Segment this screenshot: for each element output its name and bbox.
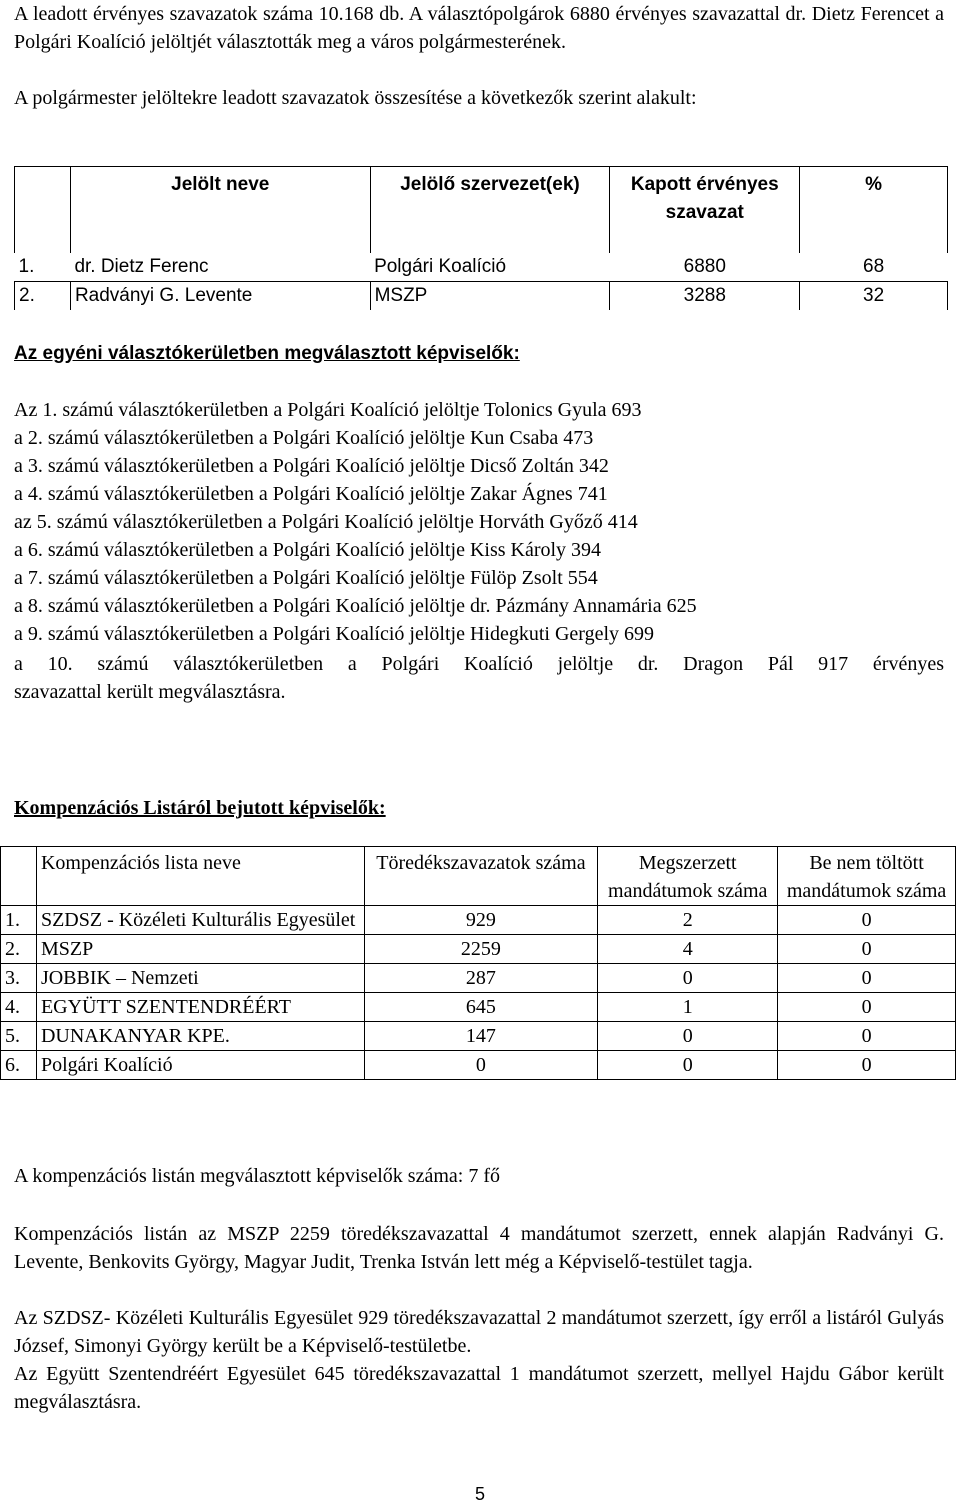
compensation-count: A kompenzációs listán megválasztott képviselők száma: 7 fő — [14, 1165, 500, 1187]
row-number: 2. — [1, 935, 37, 964]
intro-paragraph: A leadott érvényes szavazatok száma 10.168 db. A választópolgárok 6880 érvényes szavazattal dr. Dietz Ferencet a Polgári Koalíció jelöltjét választották meg a város polgármesterének. — [14, 3, 944, 53]
table-row — [15, 281, 948, 310]
header-unfilled-mandates: Be nem töltött mandátumok száma — [778, 847, 956, 906]
candidate-percent: 68 — [863, 255, 885, 277]
row-number: 6. — [1, 1051, 37, 1080]
list-item: az 5. számú választókerületben a Polgári Koalíció jelöltje Horváth Győző 414 — [14, 511, 638, 533]
list-item: a 10. számú választókerületben a Polgári Koalíció jelöltje dr. Dragon Pál 917 érvényes — [14, 653, 944, 675]
row-number: 2. — [15, 281, 71, 310]
table-row — [1, 964, 956, 993]
candidate-percent: 32 — [800, 281, 948, 310]
mandates-won: 4 — [598, 935, 778, 964]
list-name: Polgári Koalíció — [36, 1051, 364, 1080]
unfilled-mandates: 0 — [778, 993, 956, 1022]
unfilled-mandates: 0 — [778, 935, 956, 964]
fragment-votes: 0 — [364, 1051, 598, 1080]
unfilled-mandates: 0 — [778, 1051, 956, 1080]
list-name: DUNAKANYAR KPE. — [36, 1022, 364, 1051]
list-name: EGYÜTT SZENTENDRÉÉRT — [36, 993, 364, 1022]
list-item: a 2. számú választókerületben a Polgári Koalíció jelöltje Kun Csaba 473 — [14, 427, 594, 449]
list-item: a 9. számú választókerületben a Polgári Koalíció jelöltje Hidegkuti Gergely 699 — [14, 623, 654, 645]
row-number: 5. — [1, 1022, 37, 1051]
list-item: a 4. számú választókerületben a Polgári Koalíció jelöltje Zakar Ágnes 741 — [14, 483, 608, 505]
list-item: a 8. számú választókerületben a Polgári Koalíció jelöltje dr. Pázmány Annamária 625 — [14, 595, 697, 617]
table-row — [1, 1022, 956, 1051]
header-fragment-votes: Töredékszavazatok száma — [364, 847, 598, 906]
list-name: MSZP — [36, 935, 364, 964]
mandates-won: 1 — [598, 993, 778, 1022]
candidate-org: MSZP — [370, 281, 610, 310]
candidate-name: dr. Dietz Ferenc — [74, 255, 209, 277]
fragment-votes: 929 — [364, 906, 598, 935]
header-valid-votes: Kapott érvényes szavazat — [610, 167, 800, 253]
fragment-votes: 287 — [364, 964, 598, 993]
mandates-won: 0 — [598, 1051, 778, 1080]
candidate-votes: 6880 — [683, 255, 726, 277]
list-item: a 3. számú választókerületben a Polgári Koalíció jelöltje Dicső Zoltán 342 — [14, 455, 609, 477]
list-item-continuation: szavazattal került megválasztásra. — [14, 681, 286, 703]
mandates-won: 0 — [598, 964, 778, 993]
candidate-org: Polgári Koalíció — [374, 255, 507, 277]
candidate-votes: 3288 — [610, 281, 800, 310]
fragment-votes: 147 — [364, 1022, 598, 1051]
table-row — [1, 935, 956, 964]
table-row — [1, 993, 956, 1022]
summary-paragraph-szdsz: Az SZDSZ- Közéleti Kulturális Egyesület 929 töredékszavazattal 2 mandátumot szerzett, így erről a listáról Gulyás József, Simonyi György került be a Képviselő-testületbe. — [14, 1307, 944, 1357]
district-heading: Az egyéni választókerületben megválasztott képviselők: — [14, 343, 520, 364]
row-number: 4. — [1, 993, 37, 1022]
mandates-won: 0 — [598, 1022, 778, 1051]
mandates-won: 2 — [598, 906, 778, 935]
header-blank — [1, 847, 37, 906]
unfilled-mandates: 0 — [778, 1022, 956, 1051]
list-item: a 6. számú választókerületben a Polgári Koalíció jelöltje Kiss Károly 394 — [14, 539, 602, 561]
table-row — [1, 1051, 956, 1080]
row-number: 1. — [18, 255, 35, 277]
row-number: 1. — [1, 906, 37, 935]
list-item: Az 1. számú választókerületben a Polgári Koalíció jelöltje Tolonics Gyula 693 — [14, 399, 642, 421]
compensation-heading: Kompenzációs Listáról bejutott képviselők: — [14, 797, 386, 819]
mayor-results-table — [14, 166, 948, 310]
header-percent: % — [800, 167, 948, 253]
summary-paragraph-mszp: Kompenzációs listán az MSZP 2259 töredékszavazattal 4 mandátumot szerzett, ennek alapján Radványi G. Levente, Benkovits György, Magyar Judit, Trenka István lett még a Képviselő-testület tagja. — [14, 1223, 944, 1273]
candidate-name: Radványi G. Levente — [70, 281, 370, 310]
table-row — [15, 253, 948, 282]
header-candidate-name: Jelölt neve — [70, 167, 370, 253]
table-row — [1, 906, 956, 935]
summary-paragraph-egyutt: Az Együtt Szentendréért Egyesület 645 töredékszavazattal 1 mandátumot szerzett, mellyel Hajdu Gábor került megválasztásra. — [14, 1363, 944, 1413]
list-name: JOBBIK – Nemzeti — [36, 964, 364, 993]
unfilled-mandates: 0 — [778, 906, 956, 935]
fragment-votes: 645 — [364, 993, 598, 1022]
header-mandates-won: Megszerzett mandátumok száma — [598, 847, 778, 906]
header-list-name: Kompenzációs lista neve — [36, 847, 364, 906]
list-name: SZDSZ - Közéleti Kulturális Egyesület — [36, 906, 364, 935]
row-number: 3. — [1, 964, 37, 993]
header-nominating-org: Jelölő szervezet(ek) — [370, 167, 610, 253]
header-blank — [15, 167, 71, 253]
fragment-votes: 2259 — [364, 935, 598, 964]
page-number: 5 — [474, 1484, 485, 1504]
list-item: a 7. számú választókerületben a Polgári Koalíció jelöltje Fülöp Zsolt 554 — [14, 567, 598, 589]
compensation-table — [0, 846, 956, 1080]
intro-summary-line: A polgármester jelöltekre leadott szavazatok összesítése a következők szerint alakult: — [14, 87, 697, 109]
unfilled-mandates: 0 — [778, 964, 956, 993]
